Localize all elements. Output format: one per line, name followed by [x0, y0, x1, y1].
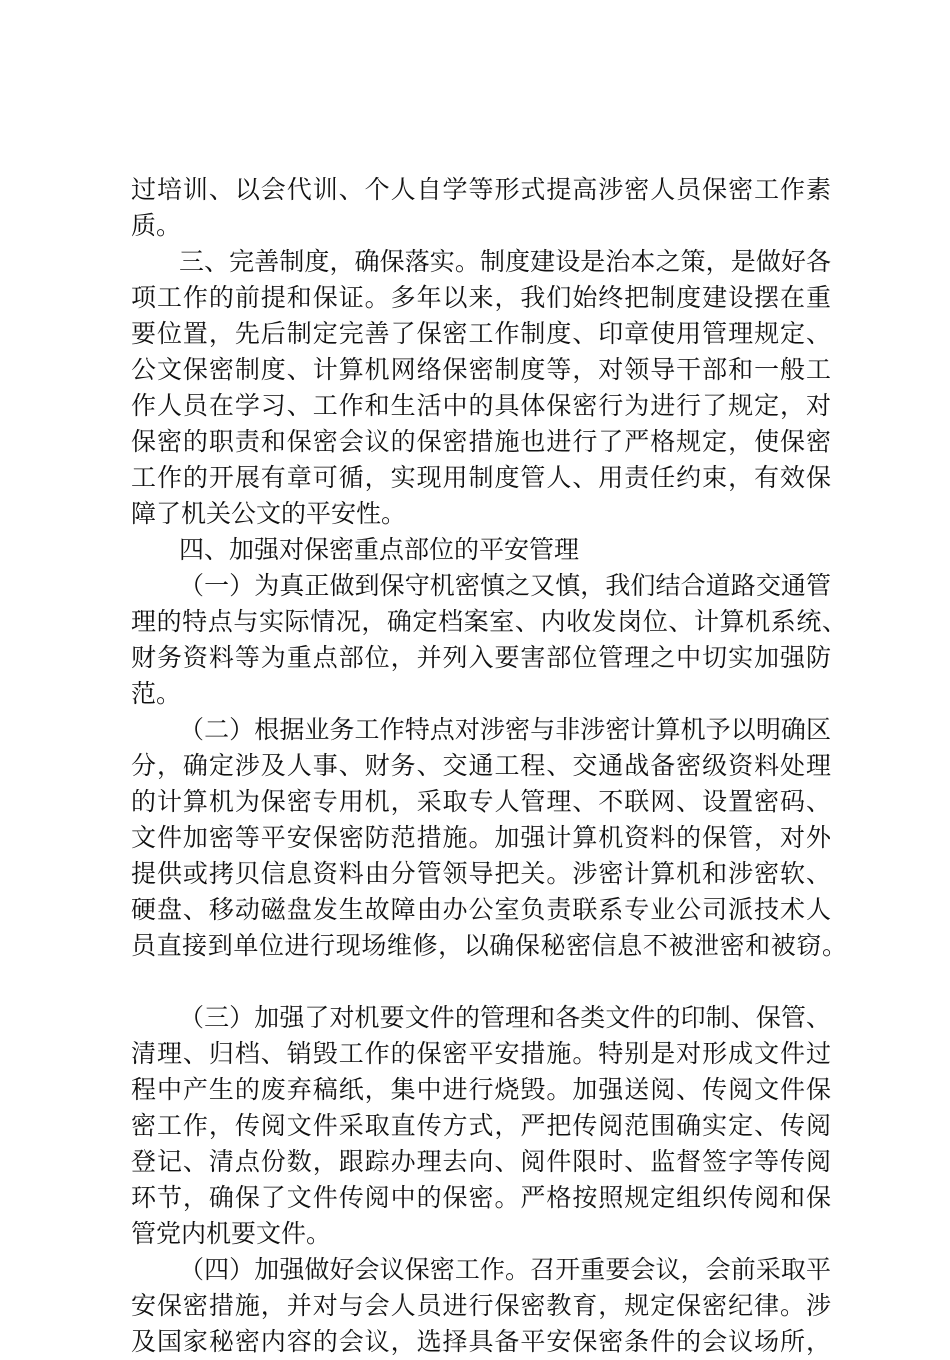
section-heading: 四、加强对保密重点部位的平安管理 [179, 535, 580, 564]
text-line: 要位置，先后制定完善了保密工作制度、印章使用管理规定、 [131, 319, 832, 348]
text-line: 管党内机要文件。 [131, 1219, 332, 1248]
text-line: 的计算机为保密专用机，采取专人管理、不联网、设置密码、 [131, 787, 832, 816]
text-line: 清理、归档、销毁工作的保密平安措施。特别是对形成文件过 [131, 1039, 832, 1068]
text-line: （二）根据业务工作特点对涉密与非涉密计算机予以明确区 [179, 715, 832, 744]
text-line: 及国家秘密内容的会议，选择具备平安保密条件的会议场所， [131, 1327, 832, 1356]
text-line: 硬盘、移动磁盘发生故障由办公室负责联系专业公司派技术人 [131, 895, 832, 924]
text-line: 质。 [131, 211, 182, 240]
text-line: 员直接到单位进行现场维修，以确保秘密信息不被泄密和被窃。 [131, 931, 848, 960]
text-line: 分，确定涉及人事、财务、交通工程、交通战备密级资料处理 [131, 751, 832, 780]
text-line: 安保密措施，并对与会人员进行保密教育，规定保密纪律。涉 [131, 1291, 832, 1320]
text-line: 理的特点与实际情况，确定档案室、内收发岗位、计算机系统、 [131, 607, 848, 636]
text-line: 程中产生的废弃稿纸，集中进行烧毁。加强送阅、传阅文件保 [131, 1075, 832, 1104]
text-line: 三、完善制度，确保落实。制度建设是治本之策，是做好各 [179, 247, 832, 276]
text-line: 保密的职责和保密会议的保密措施也进行了严格规定，使保密 [131, 427, 832, 456]
text-line: 障了机关公文的平安性。 [131, 499, 407, 528]
text-line: 提供或拷贝信息资料由分管领导把关。涉密计算机和涉密软、 [131, 859, 832, 888]
text-line: 密工作，传阅文件采取直传方式，严把传阅范围确实定、传阅 [131, 1111, 832, 1140]
text-line: 过培训、以会代训、个人自学等形式提高涉密人员保密工作素 [131, 175, 832, 204]
text-line: 作人员在学习、工作和生活中的具体保密行为进行了规定，对 [131, 391, 832, 420]
text-line: 财务资料等为重点部位，并列入要害部位管理之中切实加强防 [131, 643, 832, 672]
text-line: （三）加强了对机要文件的管理和各类文件的印制、保管、 [179, 1003, 832, 1032]
text-line: 文件加密等平安保密防范措施。加强计算机资料的保管，对外 [131, 823, 832, 852]
text-line: 公文保密制度、计算机网络保密制度等，对领导干部和一般工 [131, 355, 832, 384]
text-line: （一）为真正做到保守机密慎之又慎，我们结合道路交通管 [179, 571, 832, 600]
text-line: 登记、清点份数，跟踪办理去向、阅件限时、监督签字等传阅 [131, 1147, 832, 1176]
text-line: 工作的开展有章可循，实现用制度管人、用责任约束，有效保 [131, 463, 832, 492]
text-line: 环节，确保了文件传阅中的保密。严格按照规定组织传阅和保 [131, 1183, 832, 1212]
text-line: 项工作的前提和保证。多年以来，我们始终把制度建设摆在重 [131, 283, 832, 312]
text-line: （四）加强做好会议保密工作。召开重要会议，会前采取平 [179, 1255, 832, 1284]
text-line: 范。 [131, 679, 182, 708]
